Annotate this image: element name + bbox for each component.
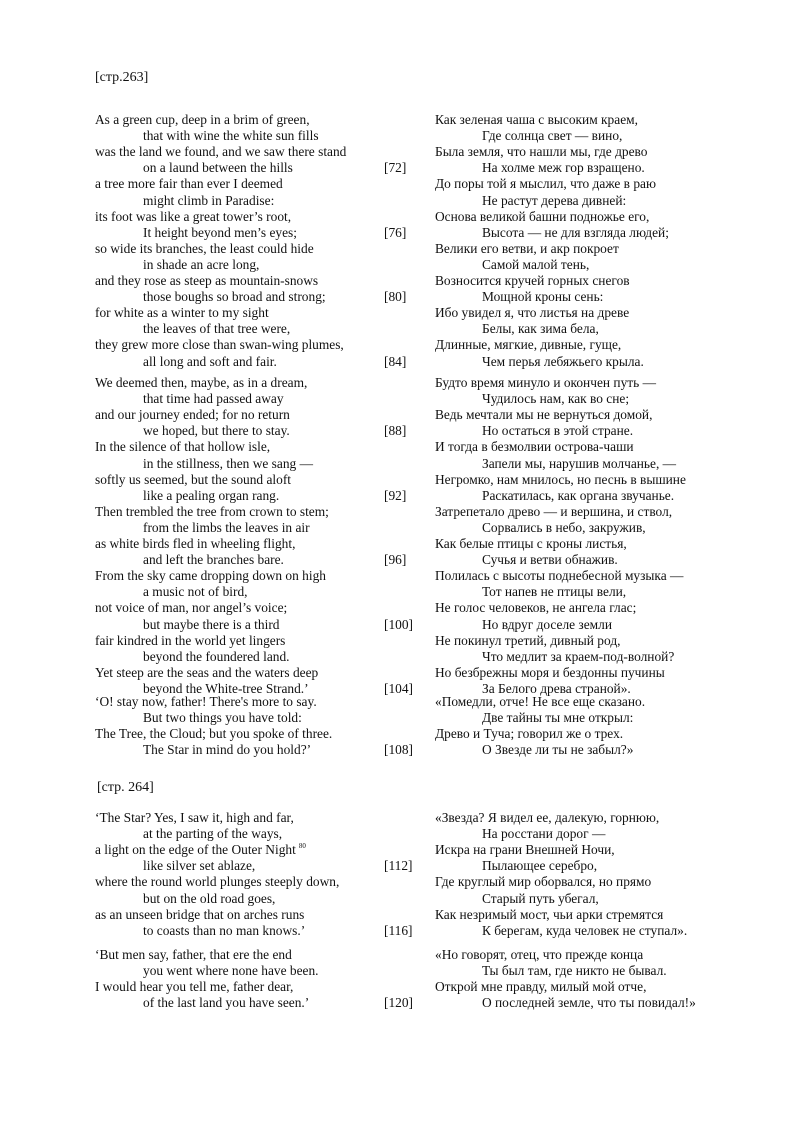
russian-line: Велики его ветви, и акр покроет bbox=[435, 240, 619, 256]
verse-line bbox=[0, 225, 800, 241]
english-line: might climb in Paradise: bbox=[143, 192, 275, 208]
russian-line: На холме меж гор взращено. bbox=[482, 160, 645, 176]
verse-line bbox=[0, 176, 800, 192]
russian-line: Как зеленая чаша с высоким краем, bbox=[435, 112, 638, 127]
english-line: to coasts than no man knows.’ bbox=[143, 922, 306, 938]
verse-line bbox=[0, 923, 800, 939]
verse-line bbox=[0, 128, 800, 144]
english-line: like silver set ablaze, bbox=[143, 858, 256, 874]
english-line: we hoped, but there to stay. bbox=[143, 423, 290, 439]
russian-line: Сорвались в небо, закружив, bbox=[482, 519, 646, 535]
verse-line bbox=[0, 337, 800, 353]
verse-line bbox=[0, 826, 800, 842]
english-line: where the round world plunges steeply down, bbox=[95, 874, 340, 890]
verse-line bbox=[0, 995, 800, 1011]
russian-line: Как белые птицы с кроны листья, bbox=[435, 536, 627, 551]
verse-line bbox=[0, 472, 800, 488]
english-line: so wide its branches, the least could hide bbox=[95, 240, 314, 256]
russian-line: Тот напев не птицы вели, bbox=[482, 584, 627, 600]
english-line: The Star in mind do you hold?’ bbox=[143, 742, 312, 758]
russian-line: Ведь мечтали мы не вернуться домой, bbox=[435, 407, 653, 423]
russian-line: Белы, как зима бела, bbox=[482, 321, 599, 337]
english-line: its foot was like a great tower’s root, bbox=[95, 208, 292, 224]
english-line: that time had passed away bbox=[143, 391, 284, 407]
verse-line bbox=[0, 273, 800, 289]
verse-line bbox=[0, 710, 800, 726]
russian-line: Но безбрежны моря и бездонны пучины bbox=[435, 664, 665, 680]
russian-line: Высота — не для взгляда людей; bbox=[482, 224, 669, 240]
english-line: that with wine the white sun fills bbox=[143, 128, 319, 144]
verse-line bbox=[0, 423, 800, 439]
russian-line: За Белого древа страной». bbox=[482, 680, 631, 696]
russian-line: О последней земле, что ты повидал!» bbox=[482, 995, 696, 1011]
english-line: and left the branches bare. bbox=[143, 552, 284, 568]
english-line: Yet steep are the seas and the waters deep bbox=[95, 664, 319, 680]
russian-line: Старый путь убегал, bbox=[482, 890, 599, 906]
russian-line: Как незримый мост, чьи арки стремятся bbox=[435, 906, 664, 922]
russian-line: Негромко, нам мнилось, но песнь в вышине bbox=[435, 471, 686, 487]
verse-line bbox=[0, 144, 800, 160]
russian-line: «Но говорят, отец, что прежде конца bbox=[435, 947, 644, 962]
russian-line: Но остаться в этой стране. bbox=[482, 423, 634, 439]
russian-line: На росстани дорог — bbox=[482, 826, 606, 842]
russian-line: Самой малой тень, bbox=[482, 256, 590, 272]
english-line: from the limbs the leaves in air bbox=[143, 519, 310, 535]
verse-line bbox=[0, 568, 800, 584]
verse-line bbox=[0, 694, 800, 710]
line-number: [100] bbox=[384, 616, 414, 632]
russian-line: Затрепетало древо — и вершина, и ствол, bbox=[435, 503, 673, 519]
verse-line bbox=[0, 375, 800, 391]
verse-line bbox=[0, 305, 800, 321]
russian-line: И тогда в безмолвии острова-чаши bbox=[435, 439, 634, 455]
english-line: fair kindred in the world yet lingers bbox=[95, 632, 286, 648]
russian-line: Ты был там, где никто не бывал. bbox=[482, 963, 667, 979]
verse-line bbox=[0, 617, 800, 633]
russian-line: Была земля, что нашли мы, где древо bbox=[435, 144, 648, 160]
verse-line bbox=[0, 726, 800, 742]
english-line: they grew more close than swan-wing plumes, bbox=[95, 337, 344, 353]
english-line: on a laund between the hills bbox=[143, 160, 293, 176]
verse-line bbox=[0, 907, 800, 923]
english-line: you went where none have been. bbox=[143, 963, 319, 979]
verse-line bbox=[0, 649, 800, 665]
verse-line bbox=[0, 193, 800, 209]
verse-line bbox=[0, 160, 800, 176]
verse-line bbox=[0, 488, 800, 504]
verse-line bbox=[0, 112, 800, 128]
russian-line: Основа великой башни подножье его, bbox=[435, 208, 650, 224]
verse-line bbox=[0, 810, 800, 826]
line-number: [92] bbox=[384, 487, 407, 503]
english-line: beyond the foundered land. bbox=[143, 648, 290, 664]
line-number: [116] bbox=[384, 922, 413, 938]
russian-line: Искра на грани Внешней Ночи, bbox=[435, 842, 615, 858]
verse-line bbox=[0, 257, 800, 273]
english-line: Then trembled the tree from crown to stem; bbox=[95, 503, 329, 519]
english-line: all long and soft and fair. bbox=[143, 353, 277, 369]
english-line: the leaves of that tree were, bbox=[143, 321, 291, 337]
english-line: of the last land you have seen.’ bbox=[143, 995, 310, 1011]
verse-line bbox=[0, 289, 800, 305]
page-marker-263: [стр.263] bbox=[95, 70, 149, 85]
russian-line: Полилась с высоты поднебесной музыка — bbox=[435, 568, 684, 584]
english-line: softly us seemed, but the sound aloft bbox=[95, 471, 291, 487]
verse-line bbox=[0, 391, 800, 407]
russian-line: Чем перья лебяжьего крыла. bbox=[482, 353, 644, 369]
line-number: [80] bbox=[384, 289, 407, 305]
english-line: at the parting of the ways, bbox=[143, 826, 283, 842]
english-line: As a green cup, deep in a brim of green, bbox=[95, 112, 310, 127]
english-line: as an unseen bridge that on arches runs bbox=[95, 906, 305, 922]
english-line: The Tree, the Cloud; but you spoke of three. bbox=[95, 726, 333, 742]
verse-line bbox=[0, 456, 800, 472]
russian-line: Не покинул третий, дивный род, bbox=[435, 632, 621, 648]
english-line: We deemed then, maybe, as in a dream, bbox=[95, 375, 308, 390]
russian-line: Запели мы, нарушив молчанье, — bbox=[482, 455, 677, 471]
line-number: [84] bbox=[384, 353, 407, 369]
verse-line bbox=[0, 504, 800, 520]
russian-line: Длинные, мягкие, дивные, гуще, bbox=[435, 337, 622, 353]
verse-line bbox=[0, 979, 800, 995]
english-line: as white birds fled in wheeling flight, bbox=[95, 536, 296, 551]
verse-line bbox=[0, 665, 800, 681]
verse-line bbox=[0, 520, 800, 536]
english-line: In the silence of that hollow isle, bbox=[95, 439, 271, 455]
verse-line bbox=[0, 874, 800, 890]
line-number: [76] bbox=[384, 224, 407, 240]
russian-line: Чудилось нам, как во сне; bbox=[482, 391, 630, 407]
verse-line bbox=[0, 891, 800, 907]
english-line: but on the old road goes, bbox=[143, 890, 276, 906]
english-line: It height beyond men’s eyes; bbox=[143, 224, 297, 240]
page-marker-264: [стр. 264] bbox=[97, 780, 154, 795]
russian-line: Ибо увидел я, что листья на древе bbox=[435, 305, 630, 321]
russian-line: Но вдруг доселе земли bbox=[482, 616, 612, 632]
verse-line bbox=[0, 536, 800, 552]
russian-line: К берегам, куда человек не ступал». bbox=[482, 922, 688, 938]
russian-line: Что медлит за краем-под-волной? bbox=[482, 648, 675, 664]
english-line: for white as a winter to my sight bbox=[95, 305, 269, 321]
russian-line: Открой мне правду, милый мой отче, bbox=[435, 979, 647, 995]
line-number: [112] bbox=[384, 858, 413, 874]
verse-line bbox=[0, 321, 800, 337]
english-line: not voice of man, nor angel’s voice; bbox=[95, 600, 288, 616]
english-line: was the land we found, and we saw there stand bbox=[95, 144, 347, 160]
english-line: a tree more fair than ever I deemed bbox=[95, 176, 283, 192]
english-line: in shade an acre long, bbox=[143, 256, 260, 272]
russian-line: Пылающее серебро, bbox=[482, 858, 598, 874]
russian-line: Древо и Туча; говорил же о трех. bbox=[435, 726, 624, 742]
russian-line: Не голос человеков, не ангела глас; bbox=[435, 600, 637, 616]
russian-line: Сучья и ветви обнажив. bbox=[482, 552, 618, 568]
english-line: like a pealing organ rang. bbox=[143, 487, 280, 503]
verse-line bbox=[0, 858, 800, 874]
line-number: [108] bbox=[384, 742, 414, 758]
russian-line: Две тайны ты мне открыл: bbox=[482, 710, 634, 726]
english-line: From the sky came dropping down on high bbox=[95, 568, 326, 584]
verse-line bbox=[0, 947, 800, 963]
russian-line: Возносится кручей горных снегов bbox=[435, 273, 630, 288]
english-line: and our journey ended; for no return bbox=[95, 407, 290, 423]
verse-line bbox=[0, 600, 800, 616]
verse-line bbox=[0, 354, 800, 370]
russian-line: О Звезде ли ты не забыл?» bbox=[482, 742, 634, 758]
verse-line bbox=[0, 209, 800, 225]
english-line: a music not of bird, bbox=[143, 584, 248, 600]
line-number: [88] bbox=[384, 423, 407, 439]
russian-line: Где солнца свет — вино, bbox=[482, 128, 623, 144]
english-line: those boughs so broad and strong; bbox=[143, 289, 326, 305]
english-line: a light on the edge of the Outer Night $^{80}$ bbox=[95, 842, 306, 858]
verse-line bbox=[0, 742, 800, 758]
verse-line bbox=[0, 439, 800, 455]
russian-line: «Звезда? Я видел ее, далекую, горнюю, bbox=[435, 810, 660, 825]
line-number: [72] bbox=[384, 160, 407, 176]
english-line: in the stillness, then we sang — bbox=[143, 455, 313, 471]
line-number: [120] bbox=[384, 995, 414, 1011]
verse-line bbox=[0, 584, 800, 600]
verse-line bbox=[0, 842, 800, 858]
verse-line bbox=[0, 407, 800, 423]
english-line: But two things you have told: bbox=[143, 710, 302, 726]
english-line: ‘O! stay now, father! There's more to say. bbox=[95, 694, 317, 709]
russian-line: Мощной кроны сень: bbox=[482, 289, 604, 305]
russian-line: Будто время минуло и окончен путь — bbox=[435, 375, 656, 390]
line-number: [96] bbox=[384, 552, 407, 568]
russian-line: Не растут дерева дивней: bbox=[482, 192, 627, 208]
russian-line: «Помедли, отче! Не все еще сказано. bbox=[435, 694, 646, 709]
english-line: beyond the White-tree Strand.’ bbox=[143, 680, 309, 696]
verse-line bbox=[0, 552, 800, 568]
footnote-marker: 80 bbox=[298, 842, 306, 851]
english-line: and they rose as steep as mountain-snows bbox=[95, 273, 319, 288]
english-line: I would hear you tell me, father dear, bbox=[95, 979, 294, 995]
russian-line: Где круглый мир оборвался, но прямо bbox=[435, 874, 652, 890]
verse-line bbox=[0, 241, 800, 257]
russian-line: До поры той я мыслил, что даже в раю bbox=[435, 176, 656, 192]
english-line: but maybe there is a third bbox=[143, 616, 280, 632]
russian-line: Раскатилась, как органа звучанье. bbox=[482, 487, 675, 503]
verse-line bbox=[0, 633, 800, 649]
english-line: ‘The Star? Yes, I saw it, high and far, bbox=[95, 810, 294, 825]
line-number: [104] bbox=[384, 680, 414, 696]
verse-line bbox=[0, 963, 800, 979]
english-line: ‘But men say, father, that ere the end bbox=[95, 947, 292, 962]
